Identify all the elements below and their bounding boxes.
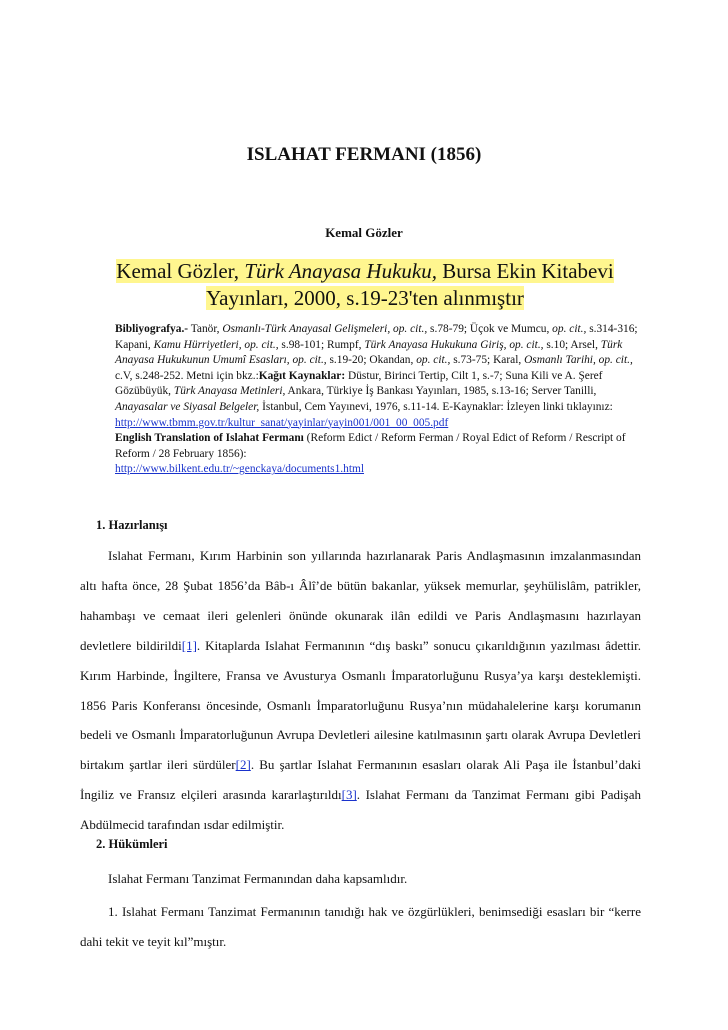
- biblio-italic: Türk Anayasa Metinleri,: [173, 385, 286, 398]
- section-paragraph: [80, 541, 641, 840]
- document-title: ISLAHAT FERMANI (1856): [246, 144, 482, 165]
- paragraph-text: . Bu şartlar Islahat Fermanının esasları olarak Ali Paşa ile İstanbul’daki İngiliz ve Fransız elçileri arasında kararlaştırıldı: [80, 757, 641, 803]
- biblio-italic: Anayasalar ve Siyasal Belgeler,: [115, 400, 260, 413]
- footnote-link-2[interactable]: [2]: [235, 757, 251, 773]
- paragraph-text: Islahat Fermanı, Kırım Harbinin son yıllarında hazırlanarak Paris Andlaşmasının imzalanmasından altı hafta önce, 28 Şubat 1856’da Bâb-ı Âlî’de bütün bakanlar, yüksek memurlar, şeyhülislâm, patrikler, hahambaşı ve cemaat ileri gelenleri önünde okunarak ilân edildi ve Paris Andlaşmasını hazırlayan devletlere bildirildi: [80, 548, 641, 653]
- biblio-italic: Kamu Hürriyetleri, op. cit.,: [153, 338, 279, 351]
- biblio-italic: op. cit.,: [416, 354, 451, 367]
- section-paragraph: [80, 864, 641, 894]
- source-highlight: [116, 259, 613, 310]
- english-translation-label: English Translation of Islahat Fermanı: [115, 432, 304, 445]
- source-author: Kemal Gözler,: [116, 259, 245, 283]
- source-book: Türk Anayasa Hukuku,: [244, 259, 437, 283]
- tbmm-pdf-link[interactable]: http://www.tbmm.gov.tr/kultur_sanat/yayinlar/yayin001/001_00_005.pdf: [115, 416, 449, 429]
- bilkent-documents-link[interactable]: http://www.bilkent.edu.tr/~genckaya/documents1.html: [115, 463, 365, 476]
- author-name: Kemal Gözler: [325, 225, 403, 240]
- section-heading-preparation: 1. Hazırlanışı: [96, 518, 168, 532]
- section-heading-provisions: 2. Hükümleri: [96, 837, 168, 851]
- footnote-link-1[interactable]: [1]: [181, 637, 197, 653]
- biblio-text: s.314-316; Kapani,: [115, 323, 638, 351]
- source-rest: Bursa Ekin Kitabevi Yayınları, 2000, s.19-23'ten alınmıştır: [206, 259, 614, 310]
- biblio-text: Ankara, Türkiye İş Bankası Yayınları, 1985, s.13-16; Server Tanilli,: [285, 385, 597, 398]
- paragraph-text: Islahat Fermanı Tanzimat Fermanından daha kapsamlıdır.: [108, 871, 408, 886]
- biblio-text: Düstur, Birinci Tertip, Cilt 1, s.-7; Suna Kili ve A. Şeref Gözübüyük,: [115, 369, 603, 398]
- biblio-text: s.73-75; Karal,: [450, 354, 525, 367]
- biblio-italic: Osmanlı Tarihi, op. cit.,: [524, 354, 633, 367]
- biblio-text: c.V, s.248-252. Metni için bkz.:: [115, 369, 259, 382]
- footnote-link-3[interactable]: [3]: [341, 787, 357, 803]
- paper-sources-label: Kağıt Kaynaklar:: [258, 369, 346, 382]
- paragraph-text: . Kitaplarda Islahat Fermanının “dış baskı” sonucu çıkarıldığının yazılması âdettir. Kırım Harbinde, İngiltere, Fransa ve Avusturya Osmanlı İmparatorluğunu Rusya’ya karşı desteklemişti. 1856 Paris Konferansı öncesinde, Osmanlı İmparatorluğunu Rusya’nın müdahalelerine karşı korumanın bedeli ve Osmanlı İmparatorluğunun Avrupa Devletleri ailesine katılmasının şartı olarak Avrupa Devletleri birtakım şartlar ileri sürdüler: [80, 637, 641, 773]
- bibliography-block: [115, 322, 643, 478]
- biblio-text: İstanbul, Cem Yayınevi, 1976, s.11-14. E-Kaynaklar: İzleyen linki tıklayınız:: [259, 400, 613, 413]
- paragraph-text: 1. Islahat Fermanı Tanzimat Fermanının tanıdığı hak ve özgürlükleri, benimsediği esasları bir “kerre dahi tekit ve teyit kıl”mıştır.: [80, 904, 641, 949]
- biblio-text: s.98-101; Rumpf,: [278, 338, 365, 351]
- paragraph-text: . Islahat Fermanı da Tanzimat Fermanı gibi Padişah Abdülmecid tarafından ısdar edilmiştir.: [80, 787, 641, 833]
- biblio-italic: Osmanlı-Türk Anayasal Gelişmeleri, op. cit.,: [222, 323, 428, 335]
- biblio-text: s.10; Arsel,: [543, 338, 601, 351]
- biblio-italic: Türk Anayasa Hukukuna Giriş, op. cit.,: [364, 338, 544, 351]
- biblio-text: (Reform Edict / Reform Ferman / Royal Edict of Reform / Rescript of Reform / 28 February 1856):: [115, 432, 626, 460]
- bibliography-label: Bibliyografya.-: [115, 323, 189, 335]
- biblio-italic: Türk Anayasa Hukukunun Umumî Esasları, op. cit.,: [115, 338, 623, 367]
- source-citation: [95, 258, 635, 312]
- biblio-text: s.19-20; Okandan,: [326, 354, 417, 367]
- biblio-text: s.78-79; Üçok ve Mumcu,: [427, 323, 553, 335]
- biblio-text: Tanör,: [188, 323, 223, 335]
- biblio-italic: op. cit.,: [552, 323, 587, 335]
- section-paragraph: [80, 897, 641, 957]
